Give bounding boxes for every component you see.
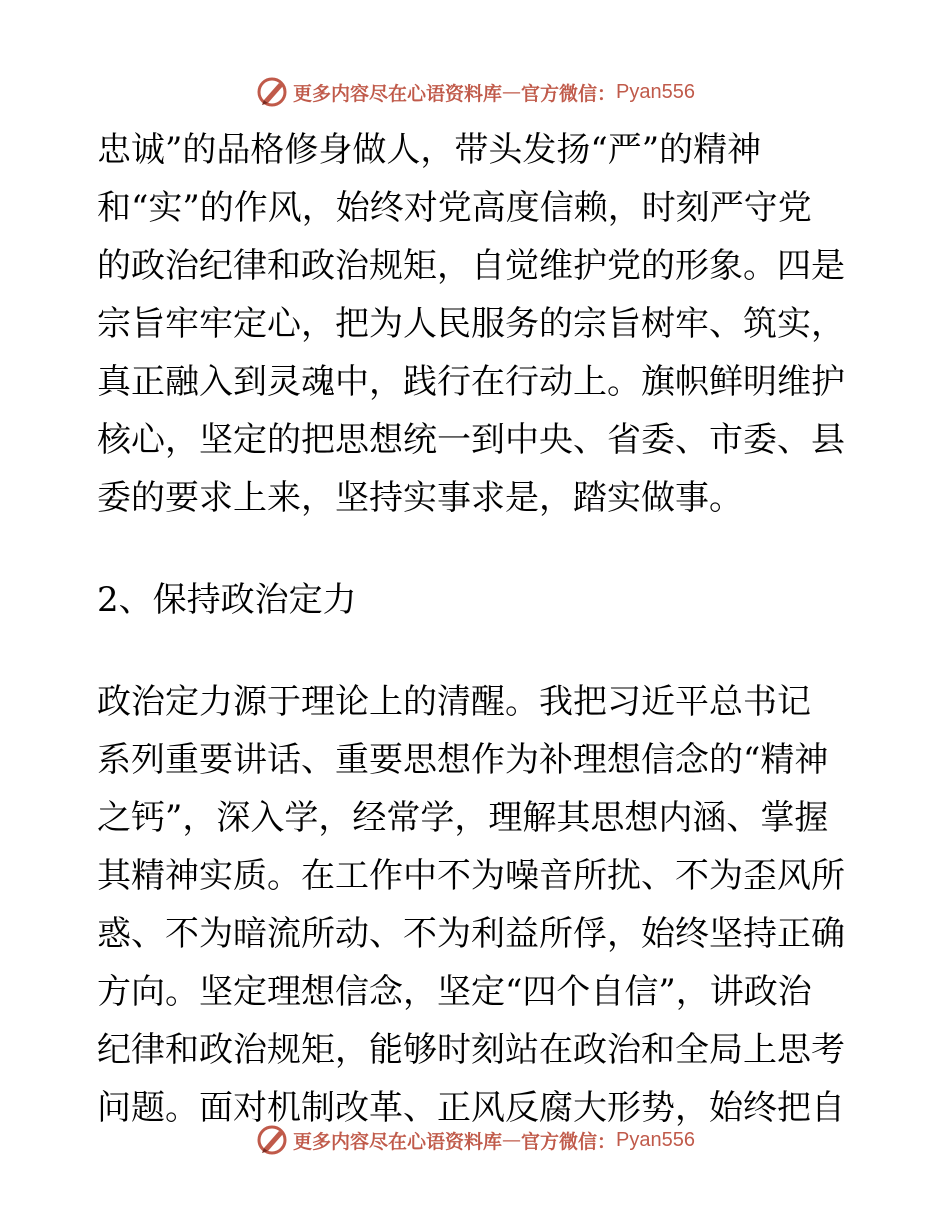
watermark-wechat-label: 官方微信： (521, 1130, 617, 1153)
paragraph-line: 核心，坚定的把思想统一到中央、省委、市委、县 (97, 420, 845, 460)
section-heading: 2、保持政治定力 (97, 580, 357, 620)
paragraph-line: 忠诚”的品格修身做人，带头发扬“严”的精神 (97, 130, 762, 170)
paragraph-line: 其精神实质。在工作中不为噪音所扰、不为歪风所 (97, 856, 845, 896)
paragraph-line: 系列重要讲话、重要思想作为补理想信念的“精神 (97, 740, 829, 780)
paragraph-line: 方向。坚定理想信念，坚定“四个自信”，讲政治 (97, 972, 812, 1012)
paragraph-line: 之钙”，深入学，经常学，理解其思想内涵、掌握 (97, 798, 829, 838)
paragraph-line: 真正融入到灵魂中，践行在行动上。旗帜鲜明维护 (97, 362, 845, 402)
paragraph-line: 纪律和政治规矩，能够时刻站在政治和全局上思考 (97, 1030, 845, 1070)
paragraph-line: 问题。面对机制改革、正风反腐大形势，始终把自 (97, 1088, 845, 1128)
paragraph-line: 惑、不为暗流所动、不为利益所俘，始终坚持正确 (97, 914, 845, 954)
watermark-brand: 更多内容尽在心语资料库 (293, 1130, 503, 1153)
paragraph-line: 委的要求上来，坚持实事求是，踏实做事。 (97, 478, 743, 518)
watermark-wechat-id: Pyan556 (616, 80, 695, 103)
watermark-separator: — (502, 1129, 522, 1151)
watermark-wechat-id: Pyan556 (616, 1128, 695, 1151)
footer-watermark (0, 1120, 950, 1160)
watermark-separator: — (502, 81, 522, 103)
paragraph-line: 和“实”的作风，始终对党高度信赖，时刻严守党 (97, 188, 812, 228)
document-body (97, 121, 857, 1137)
pen-circle-logo-icon (255, 75, 289, 109)
watermark-brand: 更多内容尽在心语资料库 (293, 82, 503, 105)
paragraph-line: 的政治纪律和政治规矩，自觉维护党的形象。四是 (97, 246, 845, 286)
header-watermark (0, 72, 950, 112)
pen-circle-logo-icon (255, 1123, 289, 1157)
paragraph-line: 宗旨牢牢定心，把为人民服务的宗旨树牢、筑实， (97, 304, 845, 344)
paragraph-line: 政治定力源于理论上的清醒。我把习近平总书记 (97, 682, 811, 722)
watermark-wechat-label: 官方微信： (521, 82, 617, 105)
